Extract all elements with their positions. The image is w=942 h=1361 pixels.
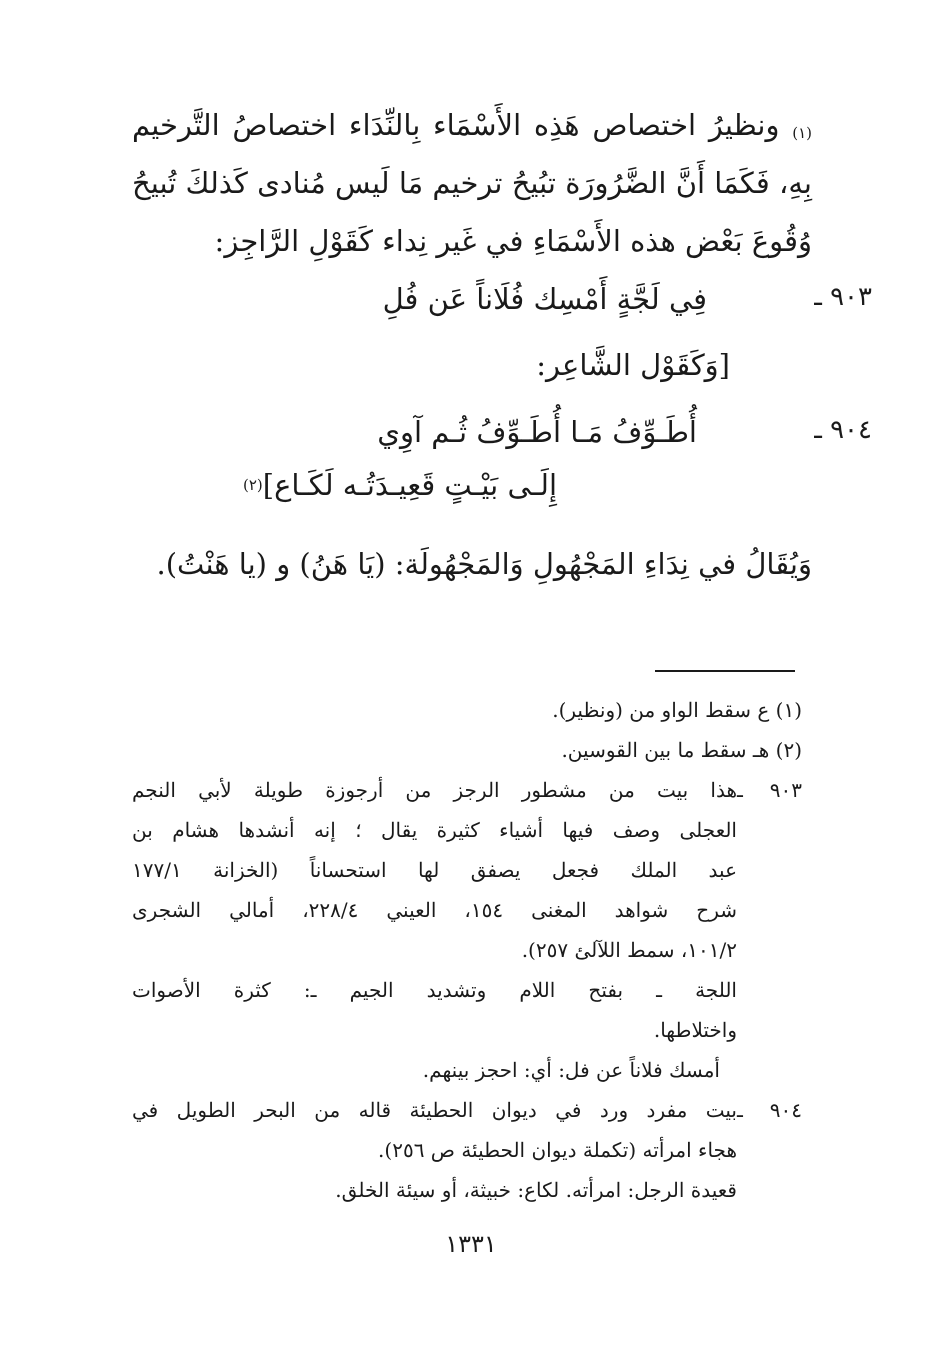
commentary-line: عبد الملك فجعل يصفق لها استحساناً (الخزانة ١٧٧/١: [132, 858, 737, 882]
verse-number: ٩٠٣ ـ: [814, 282, 872, 312]
commentary-text: هذا بيت من مشطور الرجز من أرجوزة طويلة لأبي النجم: [132, 778, 737, 802]
verse-number: ٩٠٤ ـ: [814, 415, 872, 445]
commentary-line: ١٠١/٢، سمط اللآلئ ٢٥٧).: [521, 938, 737, 962]
commentary-text: بيت مفرد ورد في ديوان الحطيئة قاله من البحر الطويل في: [132, 1098, 737, 1122]
verse-904: [0, 415, 872, 465]
commentary-number: ٩٠٣ ـ: [737, 778, 802, 802]
verse-text: فِي لَجَّةٍ أَمْسِك فُلَاناً عَن فُلِ: [382, 282, 707, 316]
gloss-line: اللجة ـ بفتح اللام وتشديد الجيم ـ: كثرة الأصوات: [132, 978, 737, 1002]
gloss-line: أمسك فلاناً عن فل: أي: احجز بينهم.: [422, 1058, 720, 1082]
commentary-904: [132, 1090, 802, 1210]
footnote-1: [132, 690, 802, 730]
verse-904-line-2-wrap: [243, 468, 557, 502]
commentary-line: [132, 770, 802, 810]
verse-903: [0, 282, 872, 332]
commentary-line: [132, 1090, 802, 1130]
vocative-paragraph: وَيُقَالُ في نِدَاءِ المَجْهُولِ وَالمَجْهُولَة: (يَا هَنُ) و (يا هَنْتُ).: [156, 547, 812, 581]
commentary-903: [132, 770, 802, 1090]
poet-intro: [وَكَقَوْل الشَّاعِر:: [536, 348, 730, 382]
footnote-marker: (٢): [775, 738, 802, 762]
gloss-line: واختلاطها.: [653, 1018, 737, 1042]
verse-line-1: أُطَـوِّفُ مَـا أُطَـوِّفُ ثُـم آوِي: [377, 415, 697, 449]
page-number: ١٣٣١: [445, 1230, 497, 1258]
commentary-line: هجاء امرأته (تكملة ديوان الحطيئة ص ٢٥٦).: [378, 1138, 737, 1162]
footnote-text: ع سقط الواو من (ونظير).: [552, 698, 770, 722]
main-paragraph-text: ونظيرُ اختصاص هَذِه الأَسْمَاء بِالنِّدَاء اختصاصُ التَّرخيم بِهِ، فَكَمَا أَنَّ الضَّرُورَة تبُيحُ ترخيم مَا لَيس مُنادى كَذلكَ تُبيحُ وُقُوعَ بَعْض هذه الأَسْمَاءِ في غَير نِداء كَقَوْلِ الرَّاجِز:: [132, 108, 812, 258]
footnote-separator: [655, 670, 795, 672]
footnote-text: هـ سقط ما بين القوسين.: [561, 738, 770, 762]
main-paragraph: [132, 96, 812, 270]
verse-line-2: إِلَـى بَيْـتٍ قَعِيـدَتُـه لَكَـاع]: [262, 468, 557, 502]
footnote-2: [132, 730, 802, 770]
footnote-marker: (١): [775, 698, 802, 722]
footnote-marker-2: (٢): [242, 476, 263, 494]
gloss-line: قعيدة الرجل: امرأته. لكاع: خبيثة، أو سيئة الخلق.: [335, 1178, 737, 1202]
commentary-line: العجلى وصف فيها أشياء كثيرة يقال ؛ إنه أنشدها هشام بن: [132, 818, 737, 842]
commentary-line: شرح شواهد المغنى ١٥٤، العيني ٢٢٨/٤، أمالي الشجرى: [132, 898, 737, 922]
commentary-number: ٩٠٤ ـ: [737, 1098, 802, 1122]
footnotes-section: [132, 690, 802, 1210]
footnote-marker-1: (١): [792, 124, 812, 142]
